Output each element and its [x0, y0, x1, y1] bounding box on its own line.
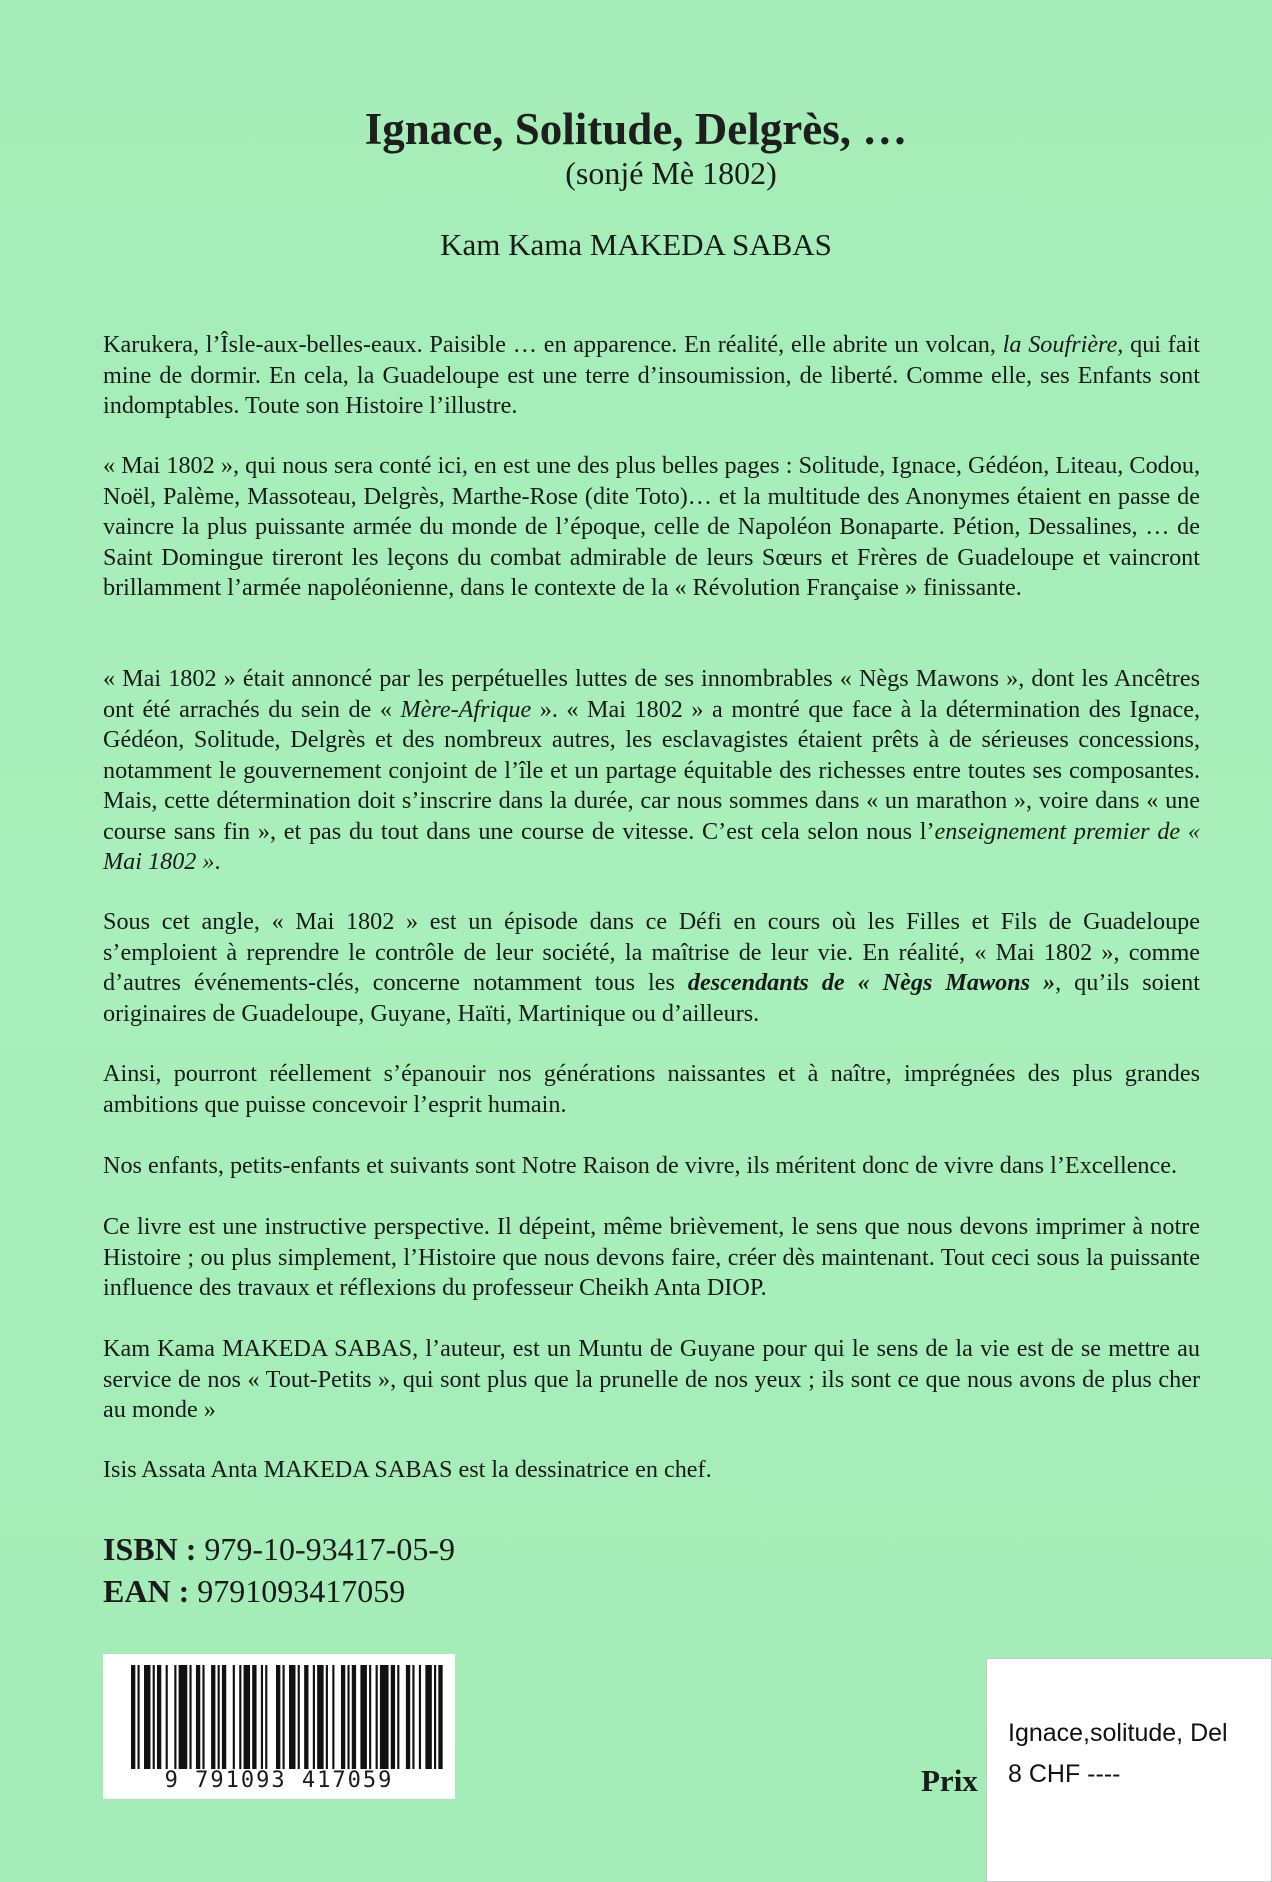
barcode-bar	[222, 1665, 226, 1769]
book-title: Ignace, Solitude, Delgrès, …	[364, 104, 908, 154]
ean-value: 9791093417059	[197, 1573, 406, 1609]
barcode-bar	[265, 1665, 267, 1769]
barcode-bar	[239, 1665, 241, 1769]
blurb-paragraph-3: « Mai 1802 » était annoncé par les perpétuelles luttes de ses innombrables « Nègs Mawons », dont les Ancêtres ont été arrachés du sein de « Mère-Afrique ». « Mai 1802 » a montré que face à la détermination des Ignace, Gédéon, Solitude, Delgrès et des nombreux autres, les esclavagistes étaient prêts à de sérieuses concessions, notamment le gouvernement conjoint de l’île et un partage équitable des richesses entre toutes ses composantes. Mais, cette détermination doit s’inscrire dans la durée, car nous sommes dans « un marathon », voire dans « une course sans fin », et pas du tout dans une course de vitesse. C’est cela selon nous l’enseignement premier de « Mai 1802 ».	[103, 665, 1200, 875]
blurb-paragraph-2: « Mai 1802 », qui nous sera conté ici, en est une des plus belles pages : Solitude, Ignace, Gédéon, Liteau, Codou, Noël, Palème, Massoteau, Delgrès, Marthe-Rose (dite Toto)… et la multitude des Anonymes étaient en passe de vaincre la plus puissante armée du monde de l’époque, celle de Napoléon Bonaparte. Pétion, Dessalines, … de Saint Domingue tireront les leçons du combat admirable de leurs Sœurs et Frères de Guadeloupe et vaincront brillamment l’armée napoléonienne, dans le contexte de la « Révolution Française » finissante.	[103, 452, 1200, 601]
barcode-bar	[196, 1665, 200, 1769]
barcode-bar	[157, 1665, 161, 1769]
barcode-bar	[283, 1665, 285, 1769]
barcode-bar	[276, 1665, 280, 1769]
barcode-bars	[131, 1665, 447, 1769]
barcode-bar	[347, 1665, 349, 1769]
barcode-bar	[211, 1665, 215, 1769]
book-author: Kam Kama MAKEDA SABAS	[440, 227, 832, 262]
barcode-bar	[233, 1665, 235, 1769]
emphasis-descendants: descendants de « Nègs Mawons »	[687, 969, 1056, 996]
barcode-bar	[369, 1665, 371, 1769]
barcode-bar	[425, 1665, 431, 1769]
isbn-label: ISBN :	[103, 1531, 197, 1567]
barcode-bar	[174, 1665, 176, 1769]
barcode-bar	[406, 1665, 410, 1769]
emphasis-enseignement: enseignement premier de « Mai 1802 »	[103, 817, 1200, 875]
barcode-bar	[252, 1665, 256, 1769]
barcode	[103, 1654, 455, 1799]
barcode-bar	[352, 1665, 356, 1769]
barcode-bar	[244, 1665, 250, 1769]
barcode-bar	[412, 1665, 414, 1769]
barcode-bar	[179, 1665, 188, 1769]
barcode-bar	[218, 1665, 220, 1769]
ean-line	[103, 1571, 405, 1611]
blurb-paragraph-1: Karukera, l’Îsle-aux-belles-eaux. Paisible … en apparence. En réalité, elle abrite un volcan, la Soufrière, qui fait mine de dormir. En cela, la Guadeloupe est une terre d’insoumission, de liberté. Comme elle, ses Enfants sont indomptables. Toute son Histoire l’illustre.	[103, 331, 1200, 419]
emphasis-mere-afrique: Mère-Afrique	[400, 695, 532, 723]
barcode-bar	[376, 1665, 378, 1769]
sticker-title: Ignace,solitude, Del	[1008, 1719, 1228, 1747]
barcode-bar	[419, 1665, 421, 1769]
barcode-bar	[202, 1665, 204, 1769]
price-label: Prix	[921, 1763, 978, 1798]
barcode-bar	[391, 1665, 395, 1769]
barcode-bar	[166, 1665, 168, 1769]
book-subtitle: (sonjé Mè 1802)	[565, 155, 777, 191]
barcode-digits: 9 791093 417059	[164, 1768, 394, 1793]
barcode-bar	[380, 1665, 389, 1769]
barcode-bar	[144, 1665, 150, 1769]
barcode-bar	[131, 1665, 135, 1769]
sticker-price: 8 CHF ----	[1008, 1760, 1121, 1788]
barcode-bar	[438, 1665, 442, 1769]
barcode-bar	[153, 1665, 155, 1769]
barcode-bar	[261, 1665, 263, 1769]
isbn-line	[103, 1529, 455, 1569]
barcode-bar	[289, 1665, 295, 1769]
barcode-bar	[313, 1665, 315, 1769]
barcode-bar	[326, 1665, 328, 1769]
barcode-bar	[189, 1665, 191, 1769]
blurb-paragraph-9: Isis Assata Anta MAKEDA SABAS est la dessinatrice en chef.	[103, 1456, 712, 1483]
barcode-bar	[397, 1665, 399, 1769]
barcode-bar	[341, 1665, 345, 1769]
barcode-bar	[332, 1665, 334, 1769]
barcode-bar	[360, 1665, 366, 1769]
blurb-paragraph-5: Ainsi, pourront réellement s’épanouir nos générations naissantes et à naître, imprégnées des plus grandes ambitions que puisse concevoir l’esprit humain.	[103, 1060, 1200, 1118]
barcode-bar	[317, 1665, 323, 1769]
barcode-bar	[304, 1665, 308, 1769]
emphasis-soufriere: la Soufrière,	[1002, 331, 1124, 358]
blurb-paragraph-7: Ce livre est une instructive perspective. Il dépeint, même brièvement, le sens que nous devons imprimer à notre Histoire ; ou plus simplement, l’Histoire que nous devons faire, créer dès maintenant. Tout ceci sous la puissante influence des travaux et réflexions du professeur Cheikh Anta DIOP.	[103, 1213, 1200, 1301]
blurb-paragraph-4: Sous cet angle, « Mai 1802 » est un épisode dans ce Défi en cours où les Filles et Fils de Guadeloupe s’emploient à reprendre le contrôle de leur société, la maîtrise de leur vie. En réalité, « Mai 1802 », comme d’autres événements-clés, concerne notamment tous les descendants de « Nègs Mawons », qu’ils soient originaires de Guadeloupe, Guyane, Haïti, Martinique ou d’ailleurs.	[103, 908, 1200, 1027]
barcode-bar	[434, 1665, 436, 1769]
isbn-value: 979-10-93417-05-9	[204, 1531, 455, 1567]
barcode-bar	[298, 1665, 300, 1769]
blurb-paragraph-8: Kam Kama MAKEDA SABAS, l’auteur, est un Muntu de Guyane pour qui le sens de la vie est de se mettre au service de nos « Tout-Petits », qui sont plus que la prunelle de nos yeux ; ils sont ce que nous avons de plus cher au monde »	[103, 1335, 1200, 1423]
ean-label: EAN :	[103, 1573, 190, 1609]
blurb-paragraph-6: Nos enfants, petits-enfants et suivants sont Notre Raison de vivre, ils méritent donc de vivre dans l’Excellence.	[103, 1152, 1178, 1179]
barcode-bar	[137, 1665, 139, 1769]
price-sticker	[986, 1658, 1272, 1882]
